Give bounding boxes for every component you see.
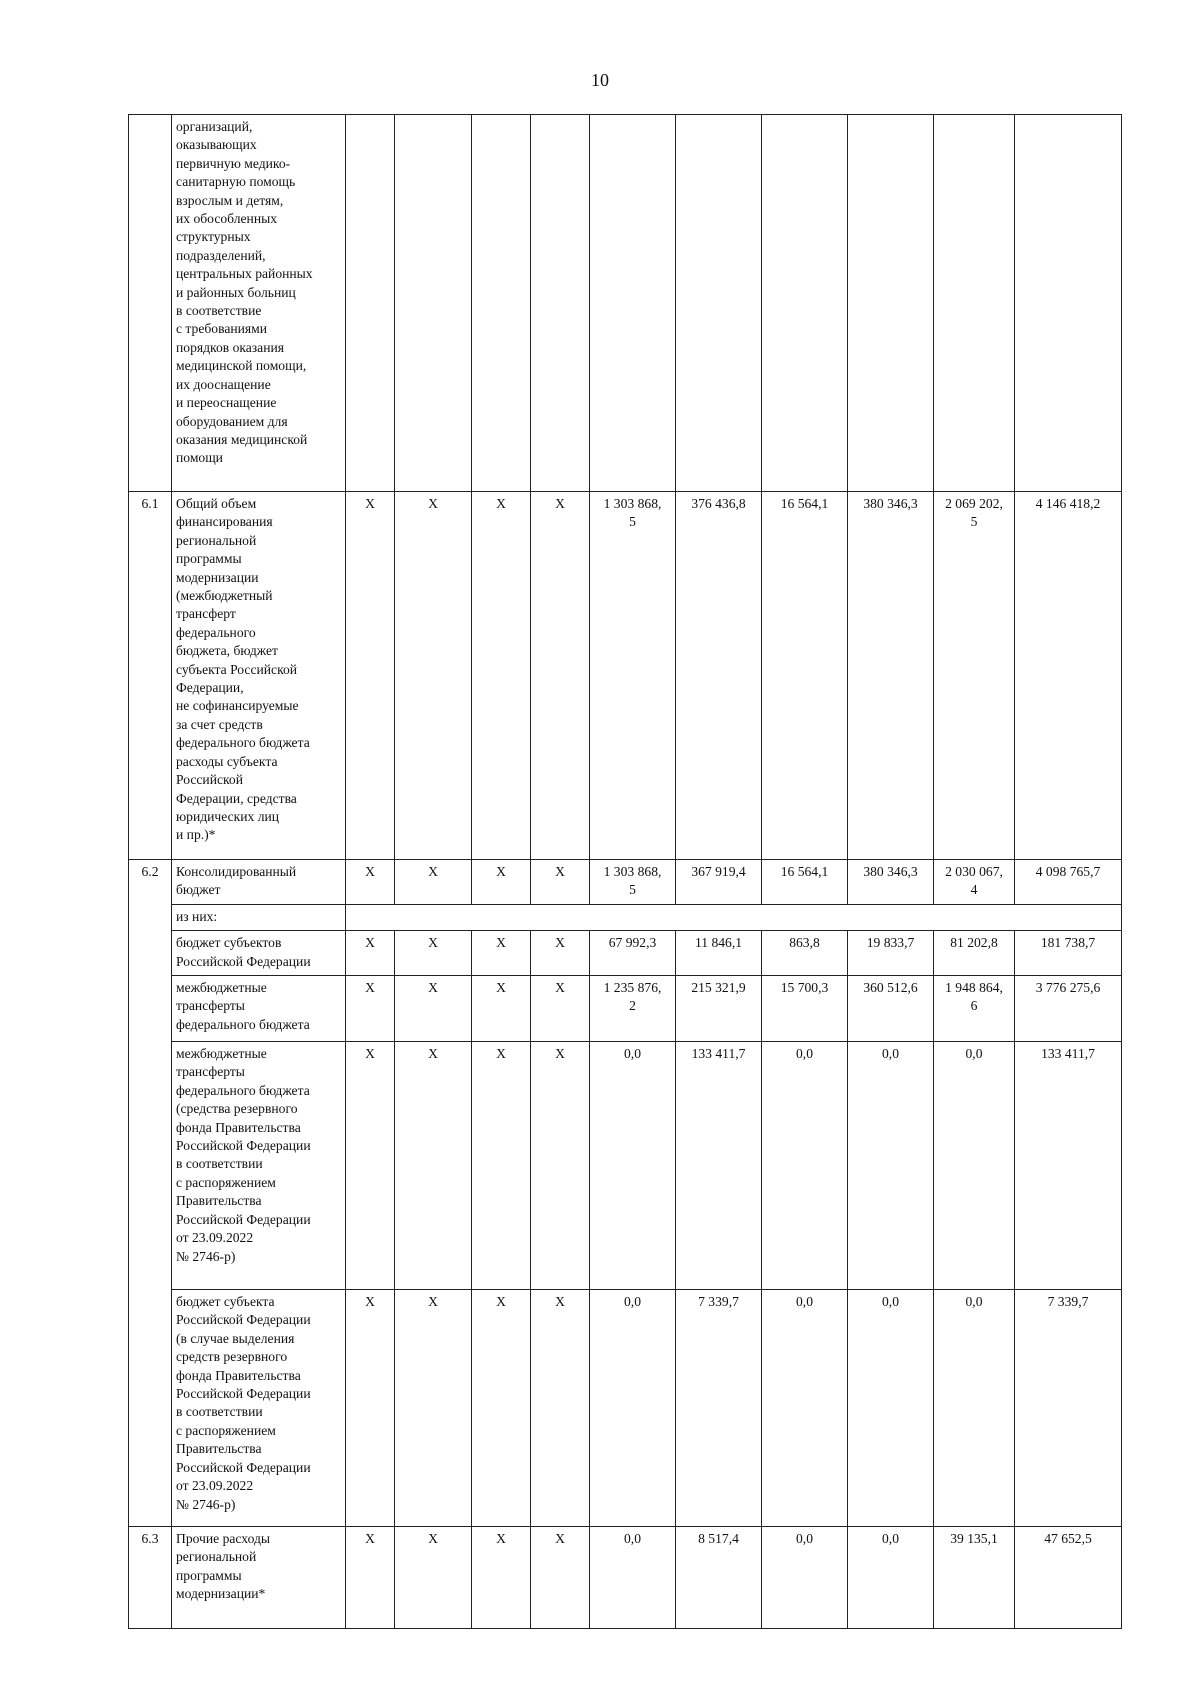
value-cell: 2 069 202, 5 — [934, 492, 1015, 860]
value-cell: 3 776 275,6 — [1015, 976, 1122, 1042]
value-cell: 133 411,7 — [1015, 1042, 1122, 1290]
row-number: 6.1 — [129, 492, 172, 860]
financing-table — [128, 114, 1122, 1629]
value-cell: 2 030 067, 4 — [934, 860, 1015, 905]
x-mark-cell: Х — [472, 1290, 531, 1527]
row-description — [172, 904, 346, 930]
x-mark-cell: Х — [395, 1527, 472, 1629]
value-cell: 0,0 — [590, 1042, 676, 1290]
value-cell: 47 652,5 — [1015, 1527, 1122, 1629]
table-row — [129, 904, 1122, 930]
value-cell: 0,0 — [848, 1290, 934, 1527]
table-row — [129, 1527, 1122, 1629]
x-mark-cell: Х — [531, 1042, 590, 1290]
table-row — [129, 1290, 1122, 1527]
value-cell — [676, 115, 762, 492]
value-cell: 0,0 — [762, 1042, 848, 1290]
x-mark-cell: Х — [531, 1290, 590, 1527]
empty-span-cell — [346, 904, 1122, 930]
value-cell: 39 135,1 — [934, 1527, 1015, 1629]
value-cell: 7 339,7 — [676, 1290, 762, 1527]
row-number: 6.3 — [129, 1527, 172, 1629]
value-cell: 15 700,3 — [762, 976, 848, 1042]
value-cell: 376 436,8 — [676, 492, 762, 860]
x-mark-cell: Х — [346, 1527, 395, 1629]
row-description-text: организаций, оказывающих первичную медико- санитарную помощь взрослым и детям, их обособленных структурных подразделений, центральных районных и районных больниц в соответствие с требованиями порядков оказания медицинской помощи, их дооснащение и переоснащение оборудованием для оказания медицинской помощи — [176, 119, 313, 466]
table-row — [129, 115, 1122, 492]
value-cell: 0,0 — [590, 1290, 676, 1527]
row-description-text: Консолидированный бюджет — [176, 864, 297, 898]
table-row — [129, 931, 1122, 976]
x-mark-cell: Х — [531, 976, 590, 1042]
x-mark-cell: Х — [395, 492, 472, 860]
value-cell: 133 411,7 — [676, 1042, 762, 1290]
value-cell: 16 564,1 — [762, 492, 848, 860]
x-mark-cell — [346, 115, 395, 492]
value-cell: 380 346,3 — [848, 492, 934, 860]
row-description-text: Общий объем финансирования региональной программы модернизации (межбюджетный трансферт федерального бюджета, бюджет субъекта Российской Федерации, не софинансируемые за счет средств федерального бюджета расходы субъекта Российской Федерации, средства юридических лиц и пр.)* — [176, 496, 310, 843]
x-mark-cell — [531, 115, 590, 492]
table-row — [129, 492, 1122, 860]
value-cell: 380 346,3 — [848, 860, 934, 905]
x-mark-cell: Х — [472, 976, 531, 1042]
x-mark-cell: Х — [395, 1290, 472, 1527]
x-mark-cell: Х — [346, 931, 395, 976]
x-mark-cell: Х — [395, 931, 472, 976]
row-number — [129, 115, 172, 492]
value-cell: 7 339,7 — [1015, 1290, 1122, 1527]
row-description — [172, 1290, 346, 1527]
value-cell: 360 512,6 — [848, 976, 934, 1042]
row-description — [172, 1527, 346, 1629]
value-cell: 0,0 — [934, 1042, 1015, 1290]
x-mark-cell: Х — [472, 860, 531, 905]
value-cell: 863,8 — [762, 931, 848, 976]
row-description-text: бюджет субъектов Российской Федерации — [176, 935, 311, 969]
row-description — [172, 115, 346, 492]
row-description — [172, 931, 346, 976]
value-cell: 1 948 864, 6 — [934, 976, 1015, 1042]
value-cell: 0,0 — [762, 1527, 848, 1629]
x-mark-cell: Х — [346, 492, 395, 860]
value-cell — [1015, 115, 1122, 492]
table-row — [129, 1042, 1122, 1290]
x-mark-cell: Х — [531, 1527, 590, 1629]
x-mark-cell: Х — [472, 931, 531, 976]
row-description-text: Прочие расходы региональной программы модернизации* — [176, 1531, 271, 1602]
row-description-text: бюджет субъекта Российской Федерации (в случае выделения средств резервного фонда Правительства Российской Федерации в соответствии с распоряжением Правительства Российской Федерации от 23.09.2022 № 2746-р) — [176, 1294, 311, 1512]
row-description — [172, 492, 346, 860]
value-cell — [590, 115, 676, 492]
page-number: 10 — [591, 70, 609, 90]
value-cell — [762, 115, 848, 492]
value-cell: 0,0 — [848, 1527, 934, 1629]
value-cell: 8 517,4 — [676, 1527, 762, 1629]
value-cell: 4 098 765,7 — [1015, 860, 1122, 905]
value-cell: 1 235 876, 2 — [590, 976, 676, 1042]
table-row — [129, 860, 1122, 905]
row-description — [172, 976, 346, 1042]
x-mark-cell: Х — [395, 1042, 472, 1290]
value-cell: 11 846,1 — [676, 931, 762, 976]
value-cell: 0,0 — [934, 1290, 1015, 1527]
x-mark-cell — [395, 115, 472, 492]
row-description — [172, 860, 346, 905]
value-cell: 0,0 — [590, 1527, 676, 1629]
x-mark-cell: Х — [531, 931, 590, 976]
x-mark-cell: Х — [395, 976, 472, 1042]
value-cell: 81 202,8 — [934, 931, 1015, 976]
value-cell: 19 833,7 — [848, 931, 934, 976]
x-mark-cell: Х — [531, 492, 590, 860]
x-mark-cell — [472, 115, 531, 492]
x-mark-cell: Х — [395, 860, 472, 905]
x-mark-cell: Х — [472, 492, 531, 860]
x-mark-cell: Х — [346, 860, 395, 905]
row-description — [172, 1042, 346, 1290]
x-mark-cell: Х — [346, 976, 395, 1042]
row-description-text: из них: — [176, 908, 218, 924]
table-body — [129, 115, 1122, 1629]
value-cell: 181 738,7 — [1015, 931, 1122, 976]
value-cell: 0,0 — [762, 1290, 848, 1527]
value-cell — [848, 115, 934, 492]
value-cell: 367 919,4 — [676, 860, 762, 905]
row-number: 6.2 — [129, 860, 172, 1527]
table-row — [129, 976, 1122, 1042]
value-cell: 1 303 868, 5 — [590, 860, 676, 905]
value-cell: 215 321,9 — [676, 976, 762, 1042]
value-cell: 0,0 — [848, 1042, 934, 1290]
row-description-text: межбюджетные трансферты федерального бюджета (средства резервного фонда Правительства Российской Федерации в соответствии с распоряжением Правительства Российской Федерации от 23.09.2022 № 2746-р) — [176, 1046, 311, 1264]
x-mark-cell: Х — [346, 1042, 395, 1290]
x-mark-cell: Х — [472, 1042, 531, 1290]
value-cell — [934, 115, 1015, 492]
value-cell: 4 146 418,2 — [1015, 492, 1122, 860]
x-mark-cell: Х — [346, 1290, 395, 1527]
value-cell: 16 564,1 — [762, 860, 848, 905]
value-cell: 67 992,3 — [590, 931, 676, 976]
x-mark-cell: Х — [472, 1527, 531, 1629]
row-description-text: межбюджетные трансферты федерального бюджета — [176, 980, 310, 1032]
x-mark-cell: Х — [531, 860, 590, 905]
value-cell: 1 303 868, 5 — [590, 492, 676, 860]
